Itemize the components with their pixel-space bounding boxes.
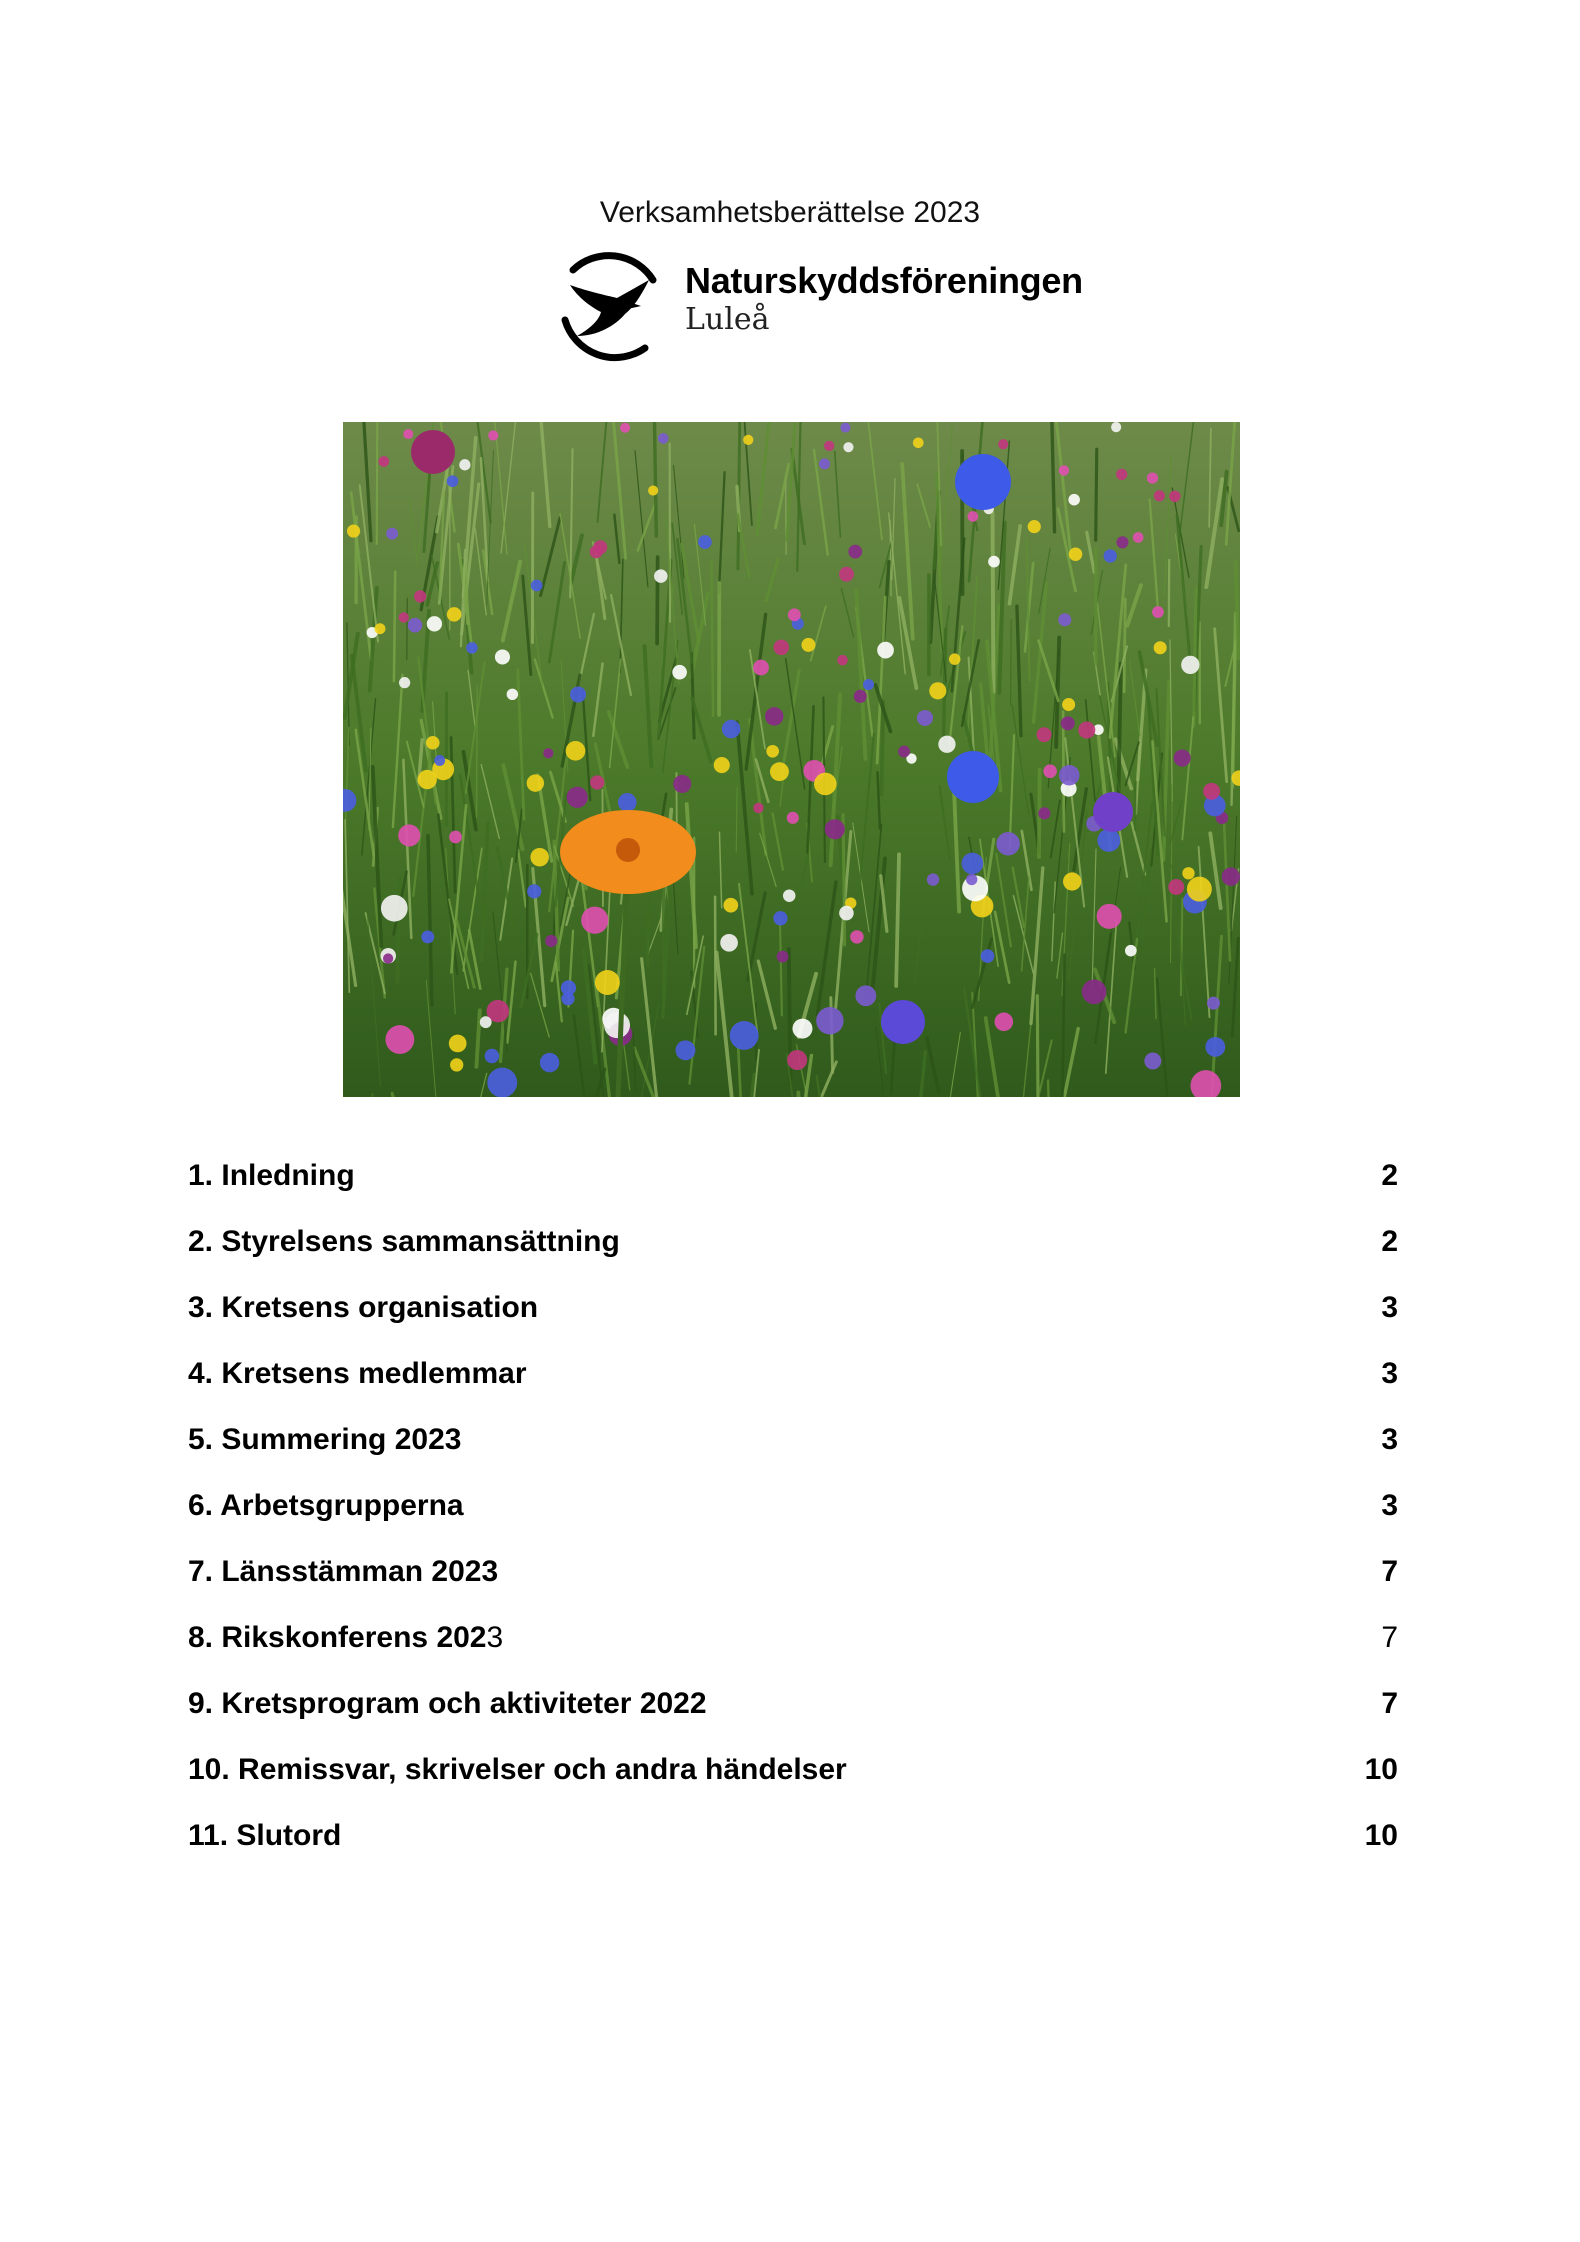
toc-item[interactable]: 2. Styrelsens sammansättning 2 (188, 1214, 1398, 1280)
toc-page-number: 3 (1381, 1489, 1398, 1522)
toc-item[interactable]: 5. Summering 2023 3 (188, 1412, 1398, 1478)
toc-item[interactable]: 3. Kretsens organisation 3 (188, 1280, 1398, 1346)
toc-page-number: 3 (1381, 1357, 1398, 1390)
toc-item[interactable]: 4. Kretsens medlemmar 3 (188, 1346, 1398, 1412)
toc-item[interactable]: 10. Remissvar, skrivelser och andra händelser 10 (188, 1742, 1398, 1808)
toc-page-number: 3 (1381, 1423, 1398, 1456)
swallow-logo-icon (545, 240, 670, 365)
toc-page-number: 2 (1381, 1159, 1398, 1192)
wildflower-meadow-photo (343, 422, 1240, 1097)
toc-item[interactable]: 6. Arbetsgrupperna 3 (188, 1478, 1398, 1544)
organization-logo (545, 240, 1083, 365)
toc-page-number: 10 (1364, 1753, 1398, 1786)
toc-page-number: 7 (1381, 1621, 1398, 1654)
toc-item[interactable]: 11. Slutord 10 (188, 1808, 1398, 1874)
toc-item[interactable]: 1. Inledning 2 (188, 1148, 1398, 1214)
toc-item[interactable]: 9. Kretsprogram och aktiviteter 2022 7 (188, 1676, 1398, 1742)
toc-page-number: 3 (1381, 1291, 1398, 1324)
toc-page-number: 10 (1364, 1819, 1398, 1852)
toc-item[interactable]: 7. Länsstämman 2023 7 (188, 1544, 1398, 1610)
organization-city: Luleå (685, 302, 770, 337)
organization-name: Naturskyddsföreningen (685, 260, 1083, 301)
toc-page-number: 2 (1381, 1225, 1398, 1258)
table-of-contents (188, 1148, 1398, 1874)
toc-item[interactable]: 8. Rikskonferens 2023 7 (188, 1610, 1398, 1676)
document-title: Verksamhetsberättelse 2023 (599, 196, 981, 229)
toc-page-number: 7 (1381, 1555, 1398, 1588)
toc-page-number: 7 (1381, 1687, 1398, 1720)
